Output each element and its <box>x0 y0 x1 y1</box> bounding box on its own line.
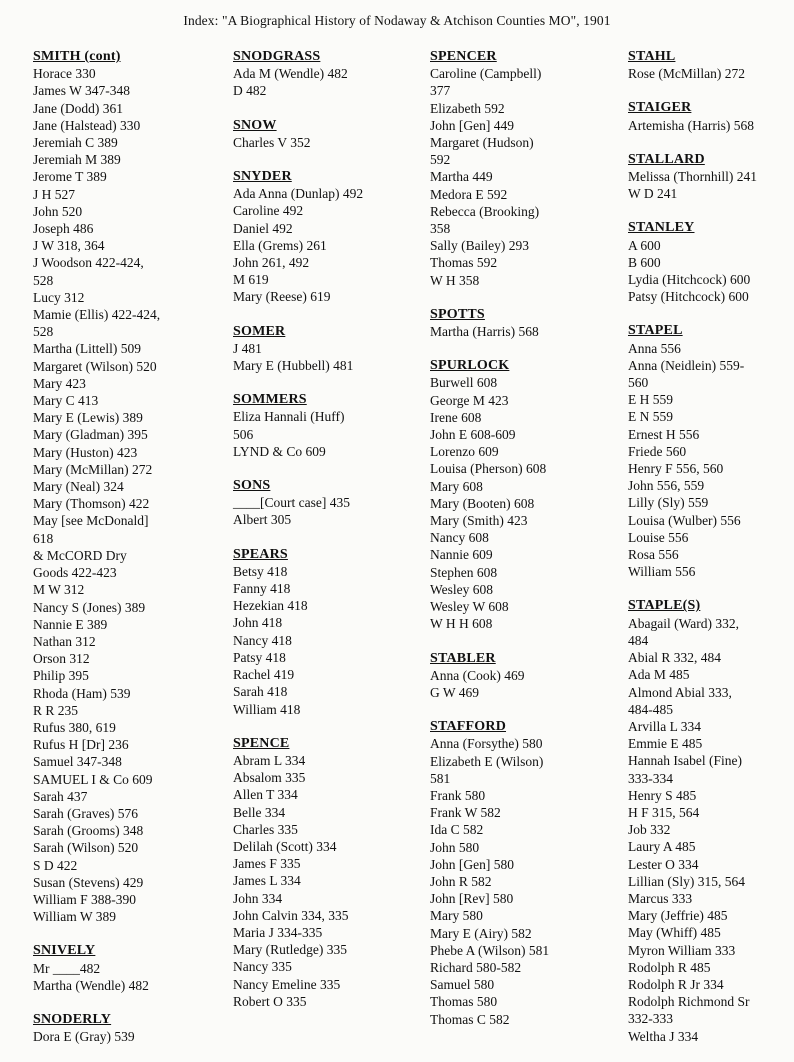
surname-heading: STAHL <box>628 49 676 64</box>
index-entry: Betsy 418 <box>233 563 288 579</box>
index-entry: Arvilla L 334 <box>628 718 701 734</box>
index-entry: Rebecca (Brooking) <box>430 203 540 219</box>
index-entry: Charles 335 <box>233 821 298 837</box>
index-entry: Anna (Neidlein) 559- <box>628 357 745 373</box>
index-entry: Jeremiah M 389 <box>33 152 121 168</box>
index-entry: Phebe A (Wilson) 581 <box>430 942 550 958</box>
index-entry: John E 608-609 <box>430 427 516 443</box>
index-entry: Job 332 <box>628 822 671 838</box>
index-entry: D 482 <box>233 83 267 99</box>
index-entry: 484 <box>628 632 649 648</box>
index-entry: Nathan 312 <box>33 633 96 649</box>
index-entry: 581 <box>430 770 451 786</box>
index-entry: Mary (Neal) 324 <box>33 479 124 495</box>
index-entry: Eliza Hannali (Huff) <box>233 409 345 425</box>
index-entry: Nancy Emeline 335 <box>233 976 341 992</box>
index-entry: Mary (Booten) 608 <box>430 495 535 511</box>
surname-heading: STAIGER <box>628 100 692 116</box>
surname-heading: SNIVELY <box>33 943 96 959</box>
index-entry: A 600 <box>628 237 661 253</box>
surname-heading: SPOTTS <box>430 306 485 322</box>
index-entry: May (Whiff) 485 <box>628 925 721 941</box>
surname-heading: STANLEY <box>628 220 695 236</box>
surname-heading: SOMER <box>233 323 286 339</box>
index-entry: Ernest H 556 <box>628 426 700 442</box>
surname-section <box>233 546 418 718</box>
surname-section <box>628 151 788 203</box>
index-entry: Daniel 492 <box>233 220 293 236</box>
index-entry: Weltha J 334 <box>628 1028 699 1044</box>
index-entry: 592 <box>430 152 451 168</box>
index-entry: Martha (Wendle) 482 <box>33 977 149 993</box>
index-entry: Nannie E 389 <box>33 616 108 632</box>
surname-heading: SNODGRASS <box>233 49 321 64</box>
index-entry: John [Rev] 580 <box>430 891 514 907</box>
index-entry: Louise 556 <box>628 529 689 545</box>
index-entry: 484-485 <box>628 701 673 717</box>
surname-heading: SNYDER <box>233 169 292 185</box>
surname-section <box>628 48 788 82</box>
surname-section <box>628 99 788 133</box>
index-entry: Sarah 418 <box>233 684 288 700</box>
index-entry: Samuel 347-348 <box>33 754 122 770</box>
index-entry: Margaret (Hudson) <box>430 135 534 151</box>
index-entry: John 556, 559 <box>628 478 705 494</box>
index-entry: John 261, 492 <box>233 255 310 271</box>
index-entry: B 600 <box>628 254 661 270</box>
index-entry: Caroline 492 <box>233 203 304 219</box>
surname-heading: STAFFORD <box>430 719 507 735</box>
index-entry: Wesley 608 <box>430 581 494 597</box>
index-entry: H F 315, 564 <box>628 804 700 820</box>
index-entry: John Calvin 334, 335 <box>233 907 349 923</box>
index-entry: Nancy 608 <box>430 530 489 546</box>
index-entry: Friede 560 <box>628 443 687 459</box>
surname-heading: SNOW <box>233 117 277 133</box>
index-entry: Maria J 334-335 <box>233 924 323 940</box>
index-entry: Stephen 608 <box>430 564 498 580</box>
index-entry: Lilly (Sly) 559 <box>628 495 709 511</box>
index-entry: Henry S 485 <box>628 787 697 803</box>
index-column-3 <box>430 48 620 1045</box>
surname-heading: SPURLOCK <box>430 358 510 374</box>
index-entry: SAMUEL I & Co 609 <box>33 771 153 787</box>
index-entry: James F 335 <box>233 856 301 872</box>
index-entry: Wesley W 608 <box>430 599 509 615</box>
index-entry: Anna 556 <box>628 340 681 356</box>
index-entry: 528 <box>33 324 54 340</box>
index-entry: Lester O 334 <box>628 856 699 872</box>
surname-section <box>233 168 418 306</box>
surname-heading: STABLER <box>430 650 496 666</box>
index-entry: W H H 608 <box>430 616 493 632</box>
surname-section <box>33 1011 218 1045</box>
index-entry: May [see McDonald] <box>33 513 149 529</box>
index-entry: Thomas 592 <box>430 255 498 271</box>
surname-section <box>628 219 788 305</box>
surname-section <box>628 322 788 580</box>
index-entry: Mary C 413 <box>33 393 99 409</box>
index-entry: ____[Court case] 435 <box>233 495 350 511</box>
index-entry: Myron William 333 <box>628 942 736 958</box>
surname-heading: SONS <box>233 478 271 494</box>
index-entry: James W 347-348 <box>33 83 130 99</box>
index-entry: Rose (McMillan) 272 <box>628 66 745 82</box>
index-entry: Nancy 418 <box>233 632 292 648</box>
index-entry: Louisa (Wulber) 556 <box>628 512 741 528</box>
index-entry: Horace 330 <box>33 66 96 82</box>
surname-section <box>33 48 218 925</box>
index-entry: Sarah (Wilson) 520 <box>33 840 139 856</box>
surname-section <box>430 650 620 702</box>
index-entry: S D 422 <box>33 857 78 873</box>
index-entry: Lucy 312 <box>33 289 85 305</box>
index-entry: Ada M 485 <box>628 667 690 683</box>
index-entry: J Woodson 422-424, <box>33 255 144 271</box>
surname-section <box>233 735 418 1010</box>
index-entry: 358 <box>430 221 451 237</box>
index-entry: Goods 422-423 <box>33 565 117 581</box>
surname-section <box>233 391 418 460</box>
index-entry: Allen T 334 <box>233 787 298 803</box>
index-entry: Thomas C 582 <box>430 1011 510 1027</box>
index-entry: Patsy 418 <box>233 649 286 665</box>
index-entry: James L 334 <box>233 873 301 889</box>
surname-heading: SOMMERS <box>233 392 307 408</box>
index-entry: Margaret (Wilson) 520 <box>33 358 157 374</box>
index-entry: Dora E (Gray) 539 <box>33 1029 135 1045</box>
index-entry: Mary (McMillan) 272 <box>33 461 153 477</box>
index-entry: Rufus 380, 619 <box>33 719 116 735</box>
surname-heading: SPENCE <box>233 735 290 751</box>
index-entry: 560 <box>628 375 649 391</box>
index-entry: Thomas 580 <box>430 994 498 1010</box>
surname-heading: SPEARS <box>233 546 288 562</box>
index-entry: J 481 <box>233 340 262 356</box>
index-entry: Jane (Halstead) 330 <box>33 117 141 133</box>
index-entry: Louisa (Pherson) 608 <box>430 461 547 477</box>
index-entry: Mary (Smith) 423 <box>430 513 528 529</box>
index-entry: Mary E (Airy) 582 <box>430 925 532 941</box>
surname-section <box>430 357 620 632</box>
index-entry: W H 358 <box>430 272 480 288</box>
index-entry: Mary (Jeffrie) 485 <box>628 908 728 924</box>
index-entry: Fanny 418 <box>233 581 291 597</box>
index-entry: 333-334 <box>628 770 673 786</box>
index-entry: 618 <box>33 530 54 546</box>
index-entry: W D 241 <box>628 186 678 202</box>
index-entry: Rosa 556 <box>628 547 679 563</box>
index-entry: Elizabeth 592 <box>430 100 505 116</box>
index-entry: Richard 580-582 <box>430 959 522 975</box>
index-entry: William 418 <box>233 701 301 717</box>
index-entry: R R 235 <box>33 702 79 718</box>
index-entry: John 418 <box>233 615 283 631</box>
index-entry: Almond Abial 333, <box>628 684 732 700</box>
index-entry: Nannie 609 <box>430 547 493 563</box>
index-entry: William F 388-390 <box>33 891 136 907</box>
index-entry: Lydia (Hitchcock) 600 <box>628 272 751 288</box>
index-entry: Artemisha (Harris) 568 <box>628 117 754 133</box>
index-entry: Martha (Harris) 568 <box>430 324 539 340</box>
surname-heading: STALLARD <box>628 151 705 167</box>
index-entry: & McCORD Dry <box>33 547 127 563</box>
index-entry: 377 <box>430 83 451 99</box>
index-entry: Mary 580 <box>430 908 483 924</box>
index-entry: John 580 <box>430 839 480 855</box>
index-entry: Philip 395 <box>33 668 89 684</box>
index-entry: E N 559 <box>628 409 673 425</box>
index-entry: John 520 <box>33 203 83 219</box>
index-entry: Frank 580 <box>430 787 486 803</box>
index-entry: Charles V 352 <box>233 134 311 150</box>
index-entry: J H 527 <box>33 186 76 202</box>
index-entry: Frank W 582 <box>430 805 501 821</box>
index-entry: Mary (Huston) 423 <box>33 444 138 460</box>
index-entry: John [Gen] 449 <box>430 117 514 133</box>
index-entry: Orson 312 <box>33 651 90 667</box>
surname-heading: SMITH (cont) <box>33 49 121 64</box>
index-entry: Sarah (Graves) 576 <box>33 805 138 821</box>
index-column-2 <box>233 48 418 1027</box>
index-entry: Absalom 335 <box>233 770 306 786</box>
index-entry: Melissa (Thornhill) 241 <box>628 169 757 185</box>
index-entry: Patsy (Hitchcock) 600 <box>628 289 749 305</box>
surname-heading: SPENCER <box>430 49 497 64</box>
index-entry: Martha 449 <box>430 169 493 185</box>
index-entry: Mary (Thomson) 422 <box>33 496 150 512</box>
index-entry: Rodolph R 485 <box>628 959 711 975</box>
index-entry: Anna (Forsythe) 580 <box>430 736 543 752</box>
surname-section <box>233 323 418 375</box>
index-entry: Belle 334 <box>233 804 286 820</box>
index-entry: Delilah (Scott) 334 <box>233 838 337 854</box>
surname-heading: STAPEL <box>628 323 683 339</box>
index-entry: Medora E 592 <box>430 186 508 202</box>
index-entry: William 556 <box>628 564 696 580</box>
surname-section <box>233 48 418 100</box>
index-entry: Irene 608 <box>430 409 482 425</box>
index-entry: G W 469 <box>430 684 480 700</box>
surname-section <box>628 597 788 1044</box>
index-entry: Laury A 485 <box>628 839 696 855</box>
index-entry: Ada M (Wendle) 482 <box>233 66 348 82</box>
surname-section <box>233 477 418 529</box>
index-entry: Mamie (Ellis) 422-424, <box>33 307 161 323</box>
index-entry: Martha (Littell) 509 <box>33 341 141 357</box>
index-entry: Susan (Stevens) 429 <box>33 874 144 890</box>
index-entry: Sarah 437 <box>33 788 88 804</box>
index-entry: 506 <box>233 426 254 442</box>
index-entry: Abram L 334 <box>233 752 306 768</box>
index-entry: Rodolph R Jr 334 <box>628 976 724 992</box>
surname-section <box>430 48 620 289</box>
index-entry: Rodolph Richmond Sr <box>628 994 750 1010</box>
index-entry: Mary (Reese) 619 <box>233 289 331 305</box>
surname-section <box>430 306 620 340</box>
surname-section <box>33 942 218 994</box>
index-entry: John R 582 <box>430 873 492 889</box>
index-entry: LYND & Co 609 <box>233 443 326 459</box>
index-entry: Jerome T 389 <box>33 169 107 185</box>
index-entry: Mr ____482 <box>33 960 101 976</box>
index-entry: Mary (Gladman) 395 <box>33 427 148 443</box>
index-entry: Mary 423 <box>33 375 86 391</box>
index-entry: Samuel 580 <box>430 977 495 993</box>
surname-section <box>430 718 620 1028</box>
index-entry: Mary 608 <box>430 478 483 494</box>
index-entry: William W 389 <box>33 909 116 925</box>
index-column-4 <box>628 48 788 1062</box>
index-entry: Joseph 486 <box>33 221 94 237</box>
index-entry: Albert 305 <box>233 512 292 528</box>
index-entry: M W 312 <box>33 582 85 598</box>
index-entry: Rufus H [Dr] 236 <box>33 737 129 753</box>
index-entry: Anna (Cook) 469 <box>430 667 525 683</box>
index-entry: Burwell 608 <box>430 375 498 391</box>
index-entry: Robert O 335 <box>233 993 307 1009</box>
surname-heading: SNODERLY <box>33 1011 112 1027</box>
index-entry: Emmie E 485 <box>628 736 703 752</box>
index-entry: Abagail (Ward) 332, <box>628 615 739 631</box>
index-entry: 332-333 <box>628 1011 673 1027</box>
index-entry: Jeremiah C 389 <box>33 135 118 151</box>
index-entry: Abial R 332, 484 <box>628 650 721 666</box>
surname-heading: STAPLE(S) <box>628 598 701 614</box>
index-entry: E H 559 <box>628 392 673 408</box>
index-entry: Sarah (Grooms) 348 <box>33 823 144 839</box>
index-column-1 <box>33 48 218 1062</box>
index-entry: Lillian (Sly) 315, 564 <box>628 873 745 889</box>
index-entry: Ella (Grems) 261 <box>233 237 327 253</box>
index-entry: Ida C 582 <box>430 822 484 838</box>
index-entry: Lorenzo 609 <box>430 444 499 460</box>
index-entry: Nancy S (Jones) 389 <box>33 599 146 615</box>
index-entry: John 334 <box>233 890 283 906</box>
index-entry: Elizabeth E (Wilson) <box>430 753 544 769</box>
surname-section <box>233 117 418 151</box>
index-entry: Hannah Isabel (Fine) <box>628 753 742 769</box>
index-entry: Hezekian 418 <box>233 598 308 614</box>
index-entry: Henry F 556, 560 <box>628 461 724 477</box>
index-entry: Rhoda (Ham) 539 <box>33 685 131 701</box>
index-entry: Nancy 335 <box>233 959 292 975</box>
page-title: Index: "A Biographical History of Nodaway & Atchison Counties MO", 1901 <box>183 13 611 28</box>
index-entry: Mary E (Hubbell) 481 <box>233 358 354 374</box>
index-entry: Caroline (Campbell) <box>430 66 542 82</box>
index-entry: George M 423 <box>430 392 509 408</box>
index-entry: 528 <box>33 272 54 288</box>
index-entry: Rachel 419 <box>233 667 295 683</box>
index-entry: John [Gen] 580 <box>430 856 514 872</box>
index-entry: Ada Anna (Dunlap) 492 <box>233 186 364 202</box>
index-entry: Marcus 333 <box>628 890 693 906</box>
index-entry: J W 318, 364 <box>33 238 105 254</box>
index-entry: Jane (Dodd) 361 <box>33 100 123 116</box>
index-entry: M 619 <box>233 272 269 288</box>
index-entry: Mary E (Lewis) 389 <box>33 410 143 426</box>
index-entry: Mary (Rutledge) 335 <box>233 942 347 958</box>
index-entry: Sally (Bailey) 293 <box>430 238 529 254</box>
